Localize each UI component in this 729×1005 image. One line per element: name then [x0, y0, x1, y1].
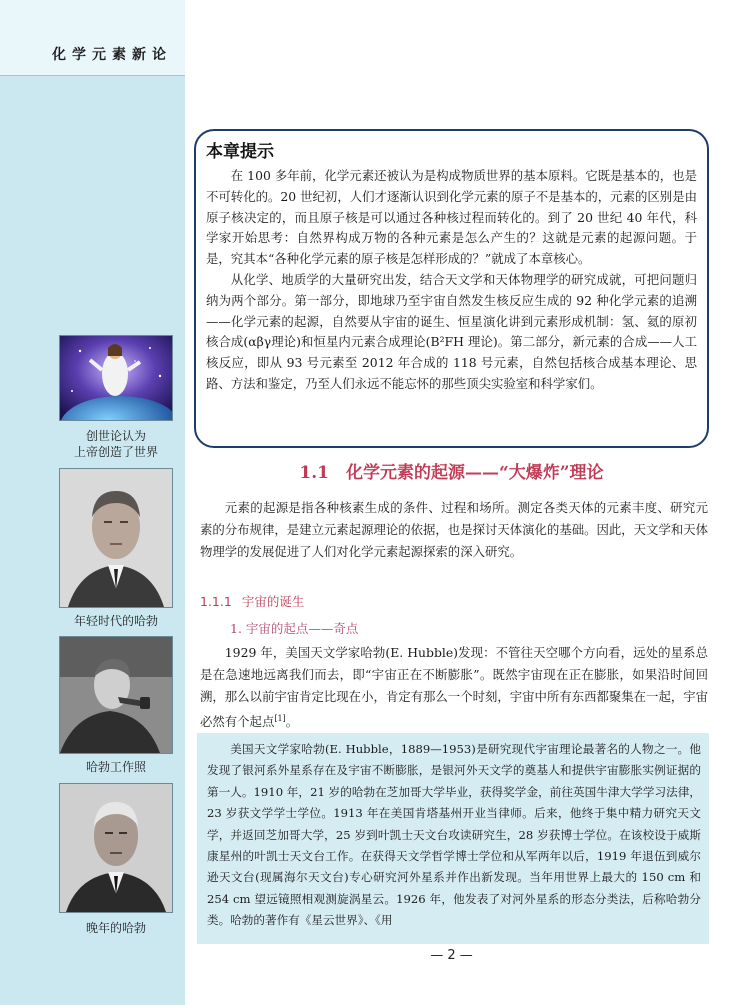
old-hubble-photo: [59, 783, 173, 913]
hubble-info-box: [197, 733, 709, 944]
intro-paragraph: 元素的起源是指各种核素生成的条件、过程和场所。测定各类天体的元素丰度、研究元素的分布规律，是建立元素起源理论的依据，也是探讨天体演化的基础。因此，天文学和天体物理学的发展促进了人们对化学元素起源探索的深入研究。: [200, 500, 709, 559]
portrait-icon: [60, 784, 172, 912]
section-title: 1.1 化学元素的起源——“大爆炸”理论: [299, 463, 604, 483]
subsubsection-heading: 1. 宇宙的起点——奇点: [230, 621, 359, 636]
section-intro: [200, 497, 708, 563]
hubble-paragraph-text: 1929 年，美国天文学家哈勃(E. Hubble)发现：不管往天空哪个方向看，远处的星系总是在急速地远离我们而去，即“宇宙正在不断膨胀”。既然宇宙现在正在膨胀，如果沿时间回溯，那么以前宇宙肯定比现在小，肯定有那么一个时刻，宇宙中所有东西都聚集在一起，宇宙必然有个起点: [200, 645, 709, 730]
sidebar: [0, 0, 185, 1005]
reference-mark: [1]: [274, 714, 286, 723]
subsection-heading: [200, 592, 304, 610]
portrait-icon: [60, 637, 172, 753]
page-number: — 2 —: [430, 948, 473, 963]
chapter-hint-box: [194, 129, 709, 448]
figure-caption: 年轻时代的哈勃: [73, 614, 158, 628]
series-title: 化学元素新论: [0, 0, 185, 76]
young-hubble-photo: [59, 468, 173, 608]
hubble-paragraph: 1929 年，美国天文学家哈勃(E. Hubble)发现：不管往天空哪个方向看，远处的星系总是在急速地远离我们而去，即“宇宙正在不断膨胀”。既然宇宙现在正在膨胀，如果沿时间回溯，那么以前宇宙肯定比现在小，肯定有那么一个时刻，宇宙中所有东西都聚集在一起，宇宙必然有个起点[1]。: [200, 645, 709, 730]
chapter-hint-title: 本章提示: [206, 142, 274, 162]
chapter-hint-paragraph: 在 100 多年前，化学元素还被认为是构成物质世界的基本原料。它既是基本的，也是不可转化的。20 世纪初，人们才逐渐认识到化学元素的原子不是基本的，元素的区别是由原子核决定的，而且原子核是可以通过各种核过程而转化的。到了 20 世纪 40 年代，科学家开始思考：自然界构成万物的各种元素是怎么产生的？这就是元素的起源问题。于是，究其本“各种化学元素的原子核是怎样形成的？”就成了本章核心。: [206, 168, 697, 267]
figure-caption: 创世论认为 上帝创造了世界: [73, 429, 158, 459]
subsection-title: 宇宙的诞生: [241, 594, 305, 609]
subsection-number: 1.1.1: [200, 594, 232, 609]
creation-painting-image: [59, 335, 173, 421]
figure-caption: 哈勃工作照: [85, 760, 146, 774]
hubble-info-text: 美国天文学家哈勃(E. Hubble，1889—1953)是研究现代宇宙理论最著名的人物之一。他发现了银河系外星系存在及宇宙不断膨胀，是银河外天文学的奠基人和提供宇宙膨胀实例证据的第一人。1910 年，21 岁的哈勃在芝加哥大学毕业，获得奖学金，前往英国牛津大学学习法律，23 岁获文学学士学位。1913 年在美国肯塔基州开业当律师。后来，他终于集中精力研究天文学，并返回芝加哥大学，25 岁到叶凯士天文台攻读研究生，28 岁获博士学位。在该校设于威斯康星州的叶凯士天文台工作。在获得天文学哲学博士学位和从军两年以后，1919 年退伍到威尔逊天文台(现属海尔天文台)专心研究河外星系并作出新发现。当年用世界上最大的 150 cm 和 254 cm 望远镜照相观测旋涡星云。1926 年，他发表了对河外星系的形态分类法，后称哈勃分类。哈勃的著作有《星云世界》、《用: [207, 742, 701, 928]
portrait-icon: [60, 469, 172, 607]
figure-caption: 晚年的哈勃: [85, 921, 146, 935]
chapter-hint-paragraph: 从化学、地质学的大量研究出发，结合天文学和天体物理学的研究成就，可把问题归纳为两个部分。第一部分，即地球乃至宇宙自然发生核反应生成的 92 种化学元素的追溯——化学元素的起源，自然要从宇宙的诞生、恒星演化讲到元素形成机制：氢、氦的原初核合成(αβγ理论)和恒星内元素合成理论(B²FH 理论)。第二部分，新元素的合成——人工核反应，即从 93 号元素至 2012 年合成的 118 号元素，自然包括核合成基本理论、思路、方法和鉴定，乃至人们永远不能忘怀的那些顶尖实验室和科学家们。: [206, 271, 697, 391]
creation-painting-icon: [60, 336, 172, 420]
hubble-work-photo: [59, 636, 173, 754]
